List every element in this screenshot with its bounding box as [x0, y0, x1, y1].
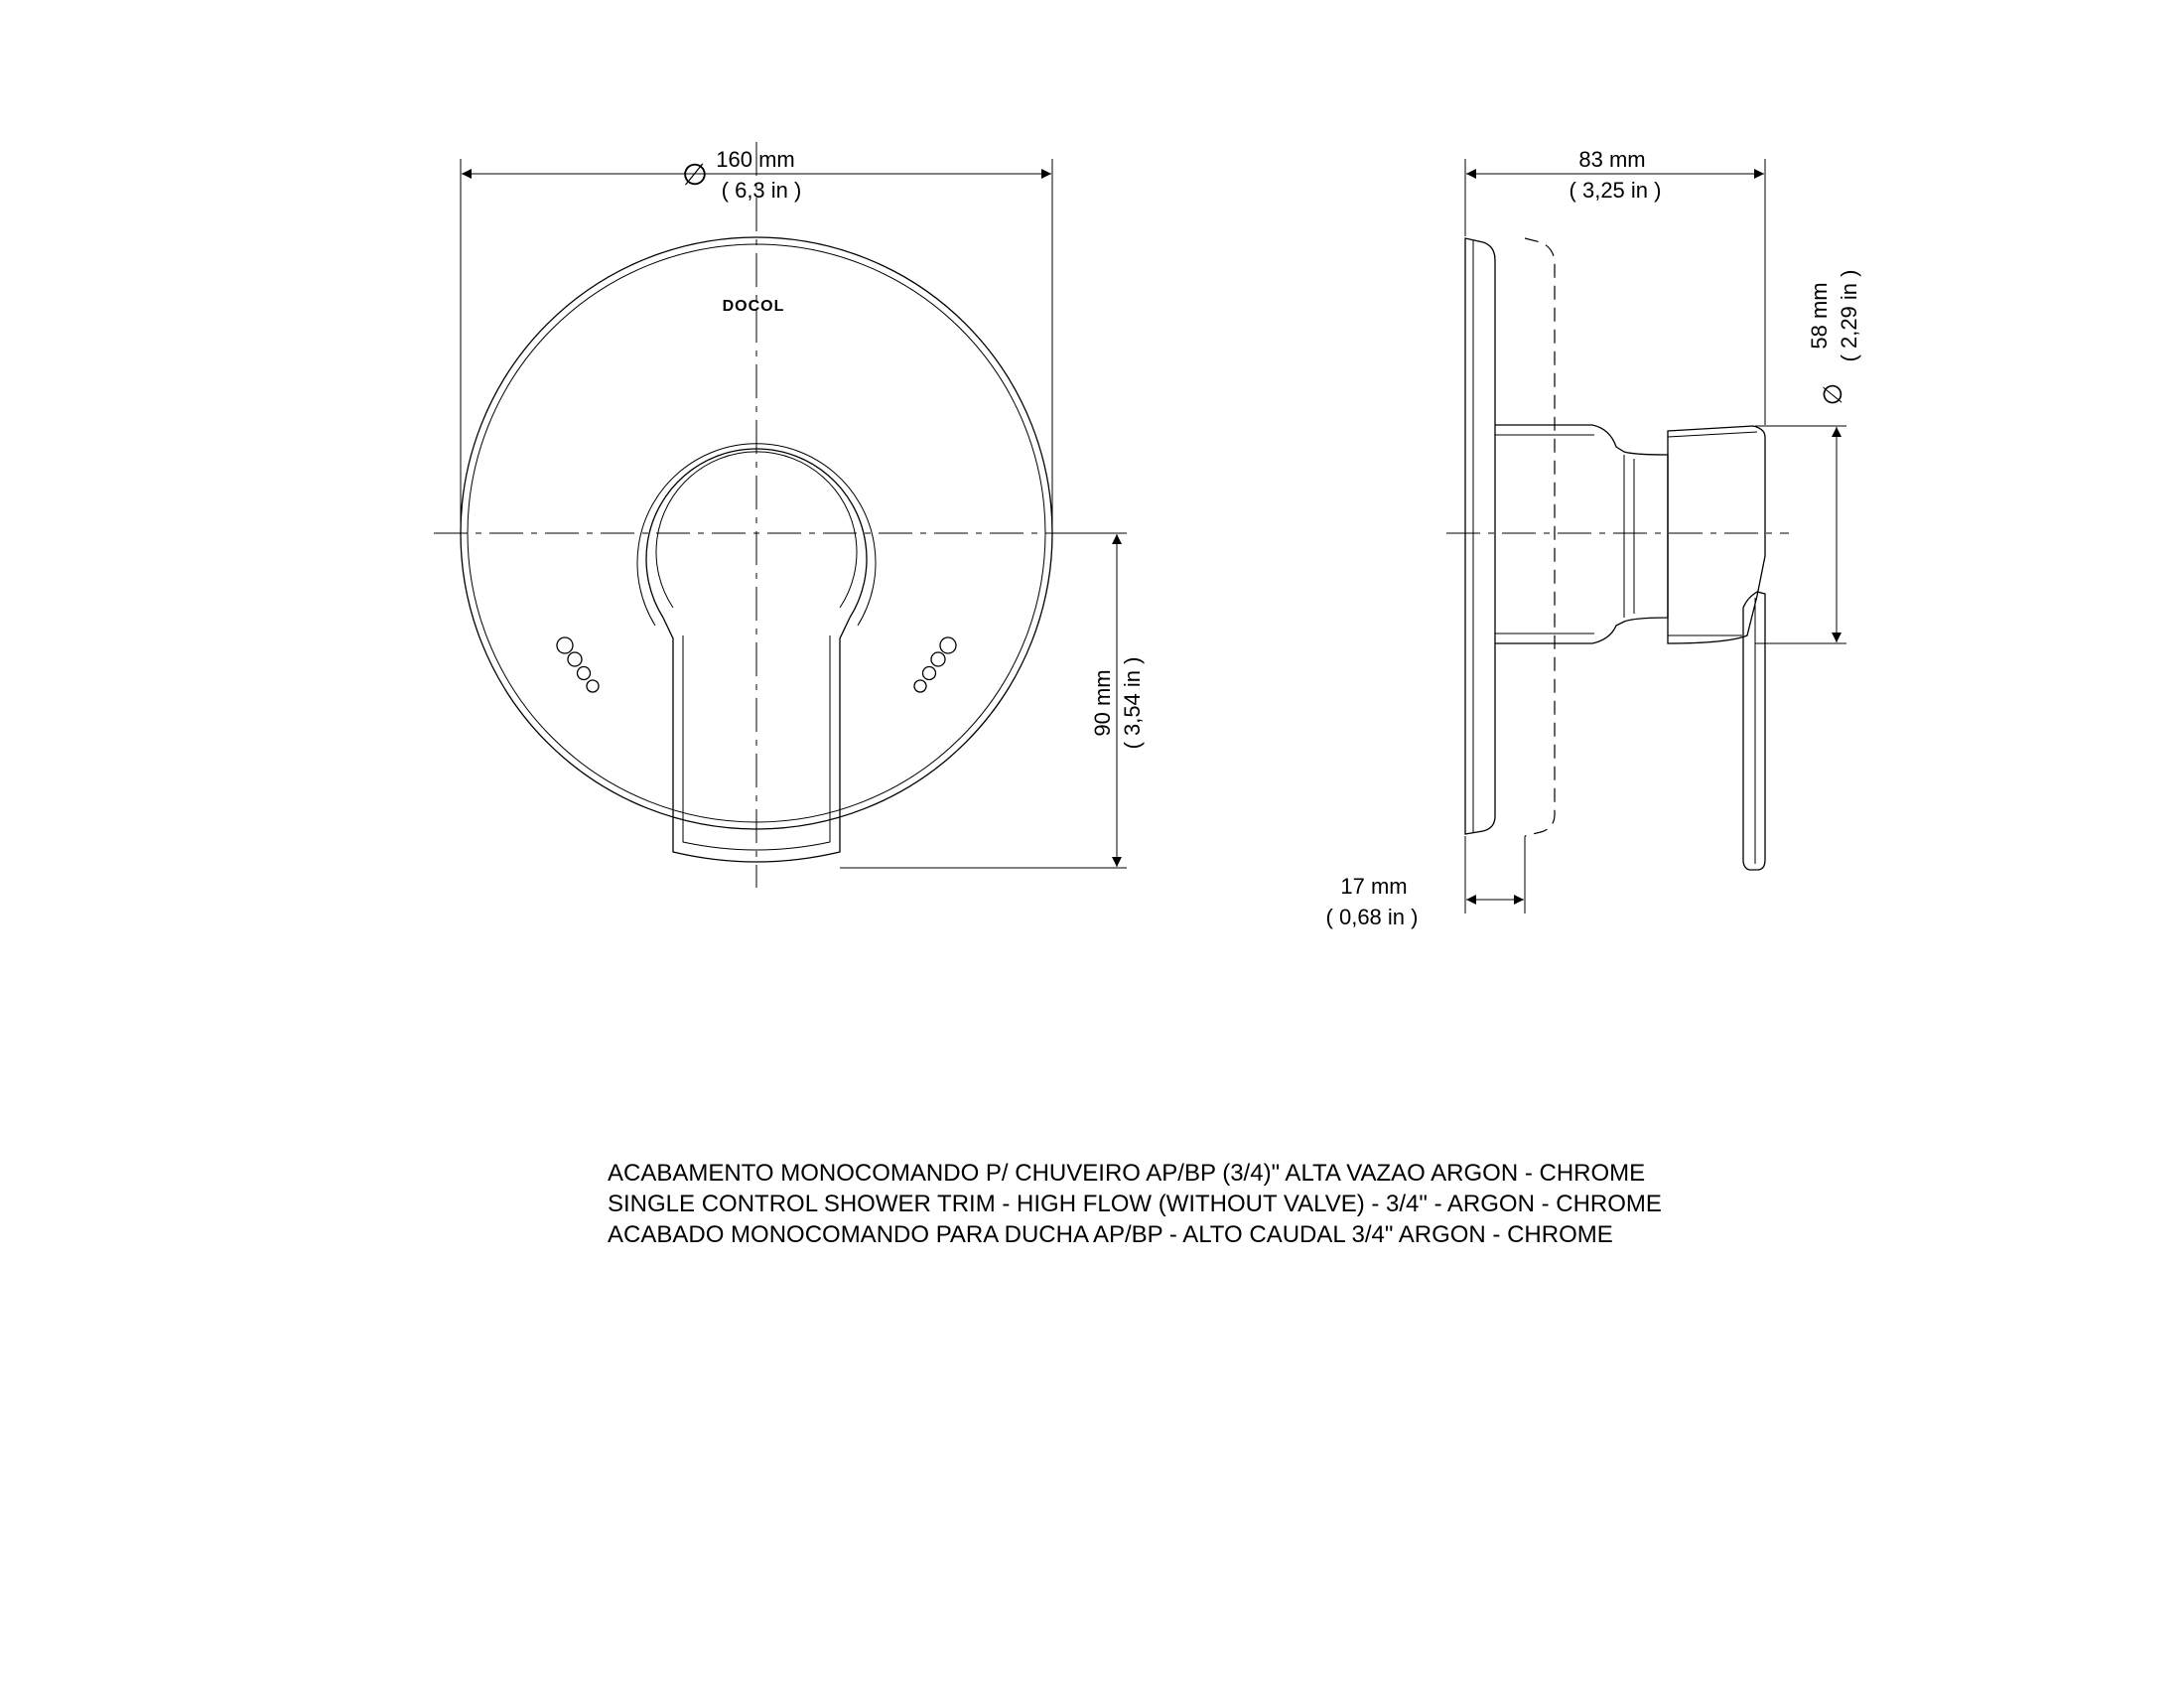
handle-drop-inches: ( 3,54 in ): [1120, 656, 1145, 750]
side-body: [1495, 425, 1668, 643]
front-view: [434, 142, 1145, 888]
hot-cold-indicator-left: [557, 637, 599, 692]
brand-logo: DOCOL: [722, 298, 785, 315]
hidden-wall-outline: [1525, 238, 1555, 836]
description-english: SINGLE CONTROL SHOWER TRIM - HIGH FLOW (WITHOUT VALVE) - 3/4" - ARGON - CHROME: [608, 1191, 1662, 1217]
side-handle-cap: [1668, 426, 1765, 643]
plate-thickness-dimension: [1326, 836, 1525, 929]
handle-diameter-dimension: [1755, 270, 1861, 643]
side-plate-profile: [1465, 238, 1495, 834]
plate-thickness-mm: 17 mm: [1340, 874, 1408, 899]
product-description: [608, 1158, 1898, 1250]
description-portuguese: ACABAMENTO MONOCOMANDO P/ CHUVEIRO AP/BP (3/4)" ALTA VAZAO ARGON - CHROME: [608, 1160, 1646, 1187]
handle-diameter-inches: ( 2,29 in ): [1837, 269, 1861, 362]
total-depth-mm: 83 mm: [1578, 147, 1646, 172]
outer-diameter-mm: 160 mm: [716, 147, 795, 172]
handle-drop-mm: 90 mm: [1090, 669, 1115, 737]
outer-diameter-inches: ( 6,3 in ): [721, 178, 802, 203]
side-handle-lever: [1743, 592, 1765, 870]
description-spanish: ACABADO MONOCOMANDO PARA DUCHA AP/BP - ALTO CAUDAL 3/4" ARGON - CHROME: [608, 1221, 1613, 1248]
hot-cold-indicator-right: [914, 637, 956, 692]
handle-diameter-symbol: ∅: [1818, 382, 1847, 406]
total-depth-dimension: [1465, 147, 1765, 425]
outer-diameter-symbol: ∅: [681, 159, 709, 192]
handle-diameter-mm: 58 mm: [1807, 282, 1832, 350]
side-view: [1326, 147, 1861, 929]
total-depth-inches: ( 3,25 in ): [1569, 178, 1662, 203]
plate-thickness-inches: ( 0,68 in ): [1325, 905, 1419, 929]
